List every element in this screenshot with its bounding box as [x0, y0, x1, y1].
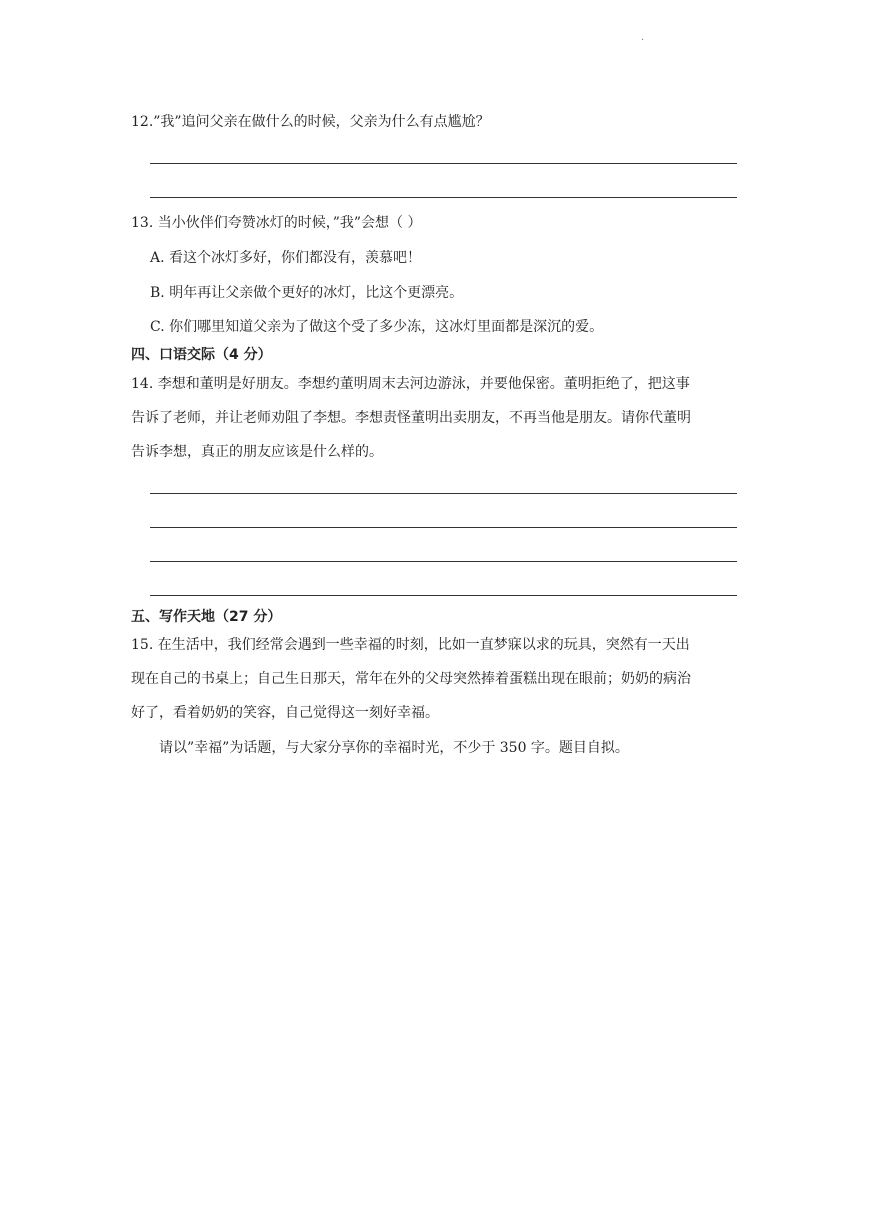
- section-5-heading: 五、写作天地（27 分）: [131, 609, 282, 625]
- answer-line: [150, 197, 737, 198]
- question-13-option-b: B. 明年再让父亲做个更好的冰灯，比这个更漂亮。: [150, 285, 464, 301]
- answer-line: [150, 163, 737, 164]
- answer-line: [150, 561, 737, 562]
- answer-line: [150, 493, 737, 494]
- header-mark: ·: [641, 35, 645, 46]
- question-13-text: 13. 当小伙伴们夸赞冰灯的时候，”我”会想（ ）: [131, 215, 422, 231]
- question-14-line: 告诉李想，真正的朋友应该是什么样的。: [131, 444, 383, 460]
- answer-line: [150, 595, 737, 596]
- question-12-text: 12.”我”追问父亲在做什么的时候，父亲为什么有点尴尬？: [131, 114, 490, 130]
- question-14-line: 14. 李想和董明是好朋友。李想约董明周末去河边游泳，并要他保密。董明拒绝了，把这事: [131, 376, 690, 392]
- section-4-heading: 四、口语交际（4 分）: [131, 347, 272, 363]
- question-15-prompt: 请以”幸福”为话题，与大家分享你的幸福时光，不少于 350 字。题目自拟。: [159, 740, 629, 756]
- question-15-line: 15. 在生活中，我们经常会遇到一些幸福的时刻，比如一直梦寐以求的玩具，突然有一天出: [131, 637, 690, 653]
- question-15-line: 好了，看着奶奶的笑容，自己觉得这一刻好幸福。: [131, 705, 439, 721]
- question-13-option-a: A. 看这个冰灯多好，你们都没有，羡慕吧！: [150, 250, 422, 266]
- question-15-line: 现在自己的书桌上；自己生日那天，常年在外的父母突然捧着蛋糕出现在眼前；奶奶的病治: [131, 671, 691, 687]
- question-13-option-c: C. 你们哪里知道父亲为了做这个受了多少冻，这冰灯里面都是深沉的爱。: [150, 319, 604, 335]
- question-14-line: 告诉了老师，并让老师劝阻了李想。李想责怪董明出卖朋友，不再当他是朋友。请你代董明: [131, 410, 691, 426]
- answer-line: [150, 527, 737, 528]
